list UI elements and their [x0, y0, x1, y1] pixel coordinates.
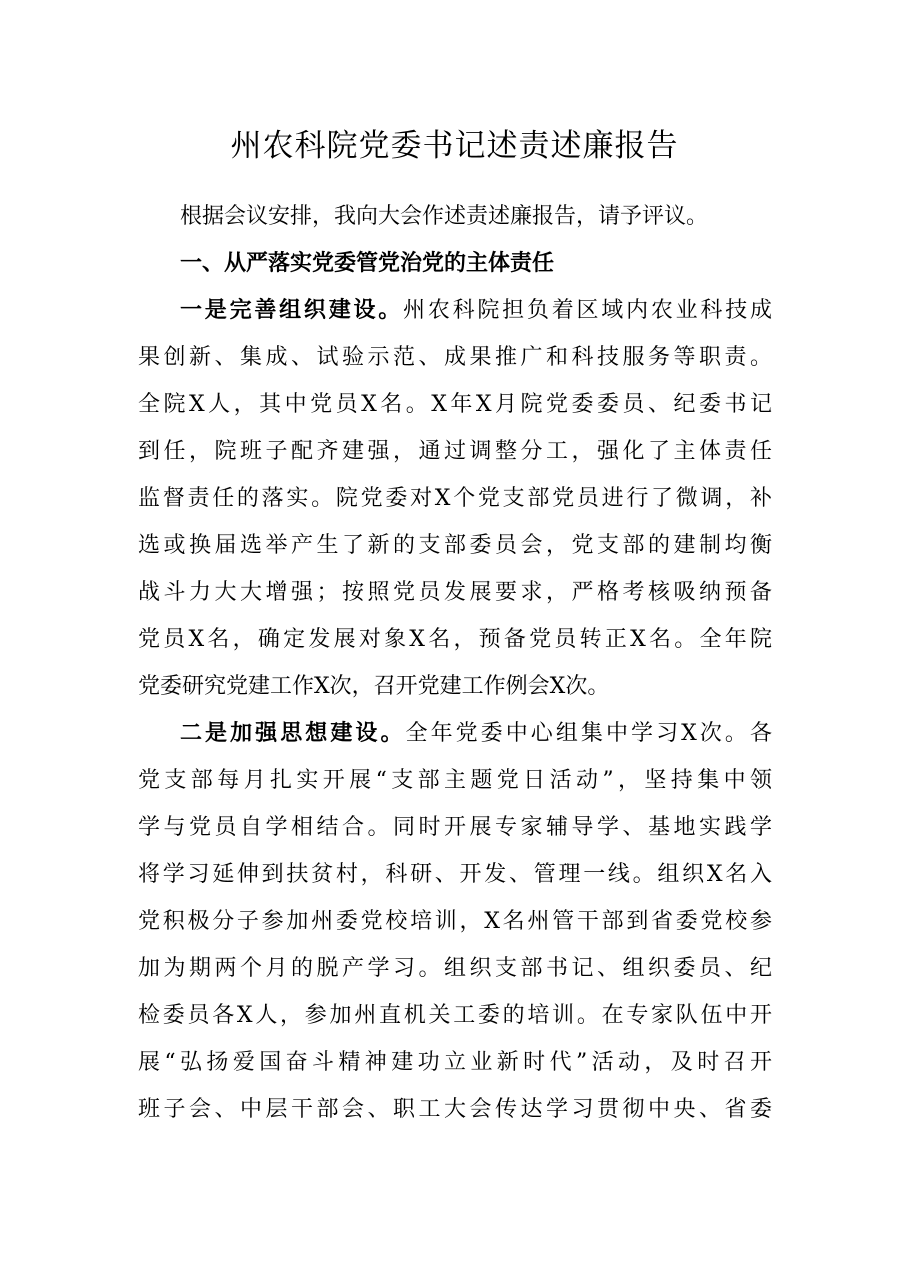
para1-first-line: [138, 287, 772, 334]
para2-line: 检委员各X人，参加州直机关工委的培训。在专家队伍中开: [138, 1003, 772, 1028]
para1-lead: 一是完善组织建设。: [180, 298, 404, 323]
para1-line: 到任，院班子配齐建强，通过调整分工，强化了主体责任: [138, 439, 772, 464]
intro-paragraph: 根据会议安排，我向大会作述责述廉报告，请予评议。: [180, 204, 709, 229]
para2-line: 党支部每月扎实开展“支部主题党日活动”，坚持集中领: [138, 768, 772, 793]
para1-line: 党员X名，确定发展对象X名，预备党员转正X名。全年院: [138, 627, 772, 652]
para2-line: 班子会、中层干部会、职工大会传达学习贯彻中央、省委: [138, 1097, 772, 1122]
para1-line: 监督责任的落实。院党委对X个党支部党员进行了微调，补: [138, 486, 772, 511]
para2-line: 党积极分子参加州委党校培训，X名州管干部到省委党校参: [138, 909, 772, 934]
para1-line: 党委研究党建工作X次，召开党建工作例会X次。: [138, 674, 610, 699]
document-body: [138, 193, 772, 1133]
para2-lead: 二是加强思想建设。: [180, 721, 406, 746]
document-title: 州农科院党委书记述责述廉报告: [230, 128, 679, 164]
para2-line: 将学习延伸到扶贫村，科研、开发、管理一线。组织X名入: [138, 862, 772, 887]
para1-line: 选或换届选举产生了新的支部委员会，党支部的建制均衡: [138, 533, 772, 558]
para1-line: 州农科院担负着区域内农业科技成: [403, 298, 772, 323]
para2-line: 加为期两个月的脱产学习。组织支部书记、组织委员、纪: [138, 956, 772, 981]
para1-line: 战斗力大大增强；按照党员发展要求，严格考核吸纳预备: [138, 580, 772, 605]
para1-line: 全院X人，其中党员X名。X年X月院党委委员、纪委书记: [138, 392, 772, 417]
para2-line: 学与党员自学相结合。同时开展专家辅导学、基地实践学: [138, 815, 772, 840]
para2-line: 全年党委中心组集中学习X次。各: [405, 721, 772, 746]
section-heading: 一、从严落实党委管党治党的主体责任: [180, 251, 555, 276]
para2-line: 展“弘扬爱国奋斗精神建功立业新时代”活动，及时召开: [138, 1050, 772, 1075]
para1-line: 果创新、集成、试验示范、成果推广和科技服务等职责。: [138, 345, 772, 370]
para2-first-line: [138, 710, 772, 757]
